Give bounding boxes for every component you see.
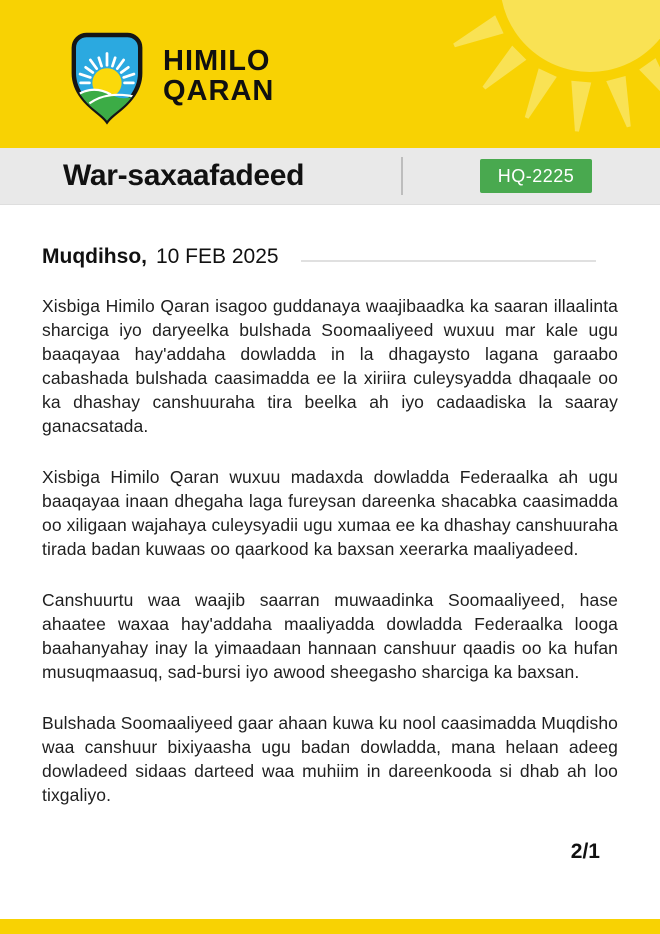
dateline-rule [301,260,596,262]
paragraph-2: Xisbiga Himilo Qaran wuxuu madaxda dowladda Federaalka ah ugu baaqayaa inaan dhegaha laga fureysan dareenka shacabka caasimadda oo xiligaan wajahaya culeysyadii ugu xumaa ee ka dhashay canshuuraha tirada badan kuwaas oo qaarkood ka baxsan xeerarka maaliyadeed. [42,467,618,559]
footer-band [0,919,660,934]
title-divider [401,157,403,195]
dateline-city: Muqdihso, [42,245,147,268]
brand-name [163,46,274,106]
brand-name-line1: HIMILO [163,45,271,77]
paragraph-4: Bulshada Soomaaliyeed gaar ahaan kuwa ku nool caasimadda Muqdisho waa canshuur bixiyaasha ugu badan dowladda, mana helaan adeeg dowladeed sidaas darteed waa muhiim in dareenkooda si dhab ah loo tixgaliyo. [42,713,618,805]
page-number: 2/1 [570,840,600,863]
sunburst-icon [380,0,660,148]
paragraph-1: Xisbiga Himilo Qaran isagoo guddanaya waajibaadka ka saaran illaalinta sharciga iyo daryeelka bulshada Soomaaliyeed wuxuu mar kale ugu baaqayaa hay'addaha dowladda in la dhagaysto lagana garaabo cabashada bulshada caasimadda ee la xiriira culeysyadda dhaqaale oo ka dhashay canshuuraha tira beelka ah iyo cadaadiska la saaray ganacsatada. [42,296,618,436]
title-bar [0,148,660,205]
header-band [0,0,660,148]
document-body [0,245,660,864]
party-logo-icon [66,26,148,126]
brand-name-line2: QARAN [163,75,275,107]
reference-badge: HQ-2225 [480,159,592,193]
paragraph-3: Canshuurtu waa waajib saarran muwaadinka Soomaaliyeed, hase ahaatee waxaa hay'addaha maaliyadda dowladda Federaalka looga baahanyahay inay la yimaadaan hannaan canshuur qaadis oo ka hufan musuqmaasuq, sad-bursi iyo awood sheegasho sharciga ka baxsan. [42,590,618,682]
dateline-date: 10 FEB 2025 [155,245,279,268]
document-title: War-saxaafadeed [63,159,305,192]
dateline [42,245,618,269]
brand-lockup [66,26,274,126]
